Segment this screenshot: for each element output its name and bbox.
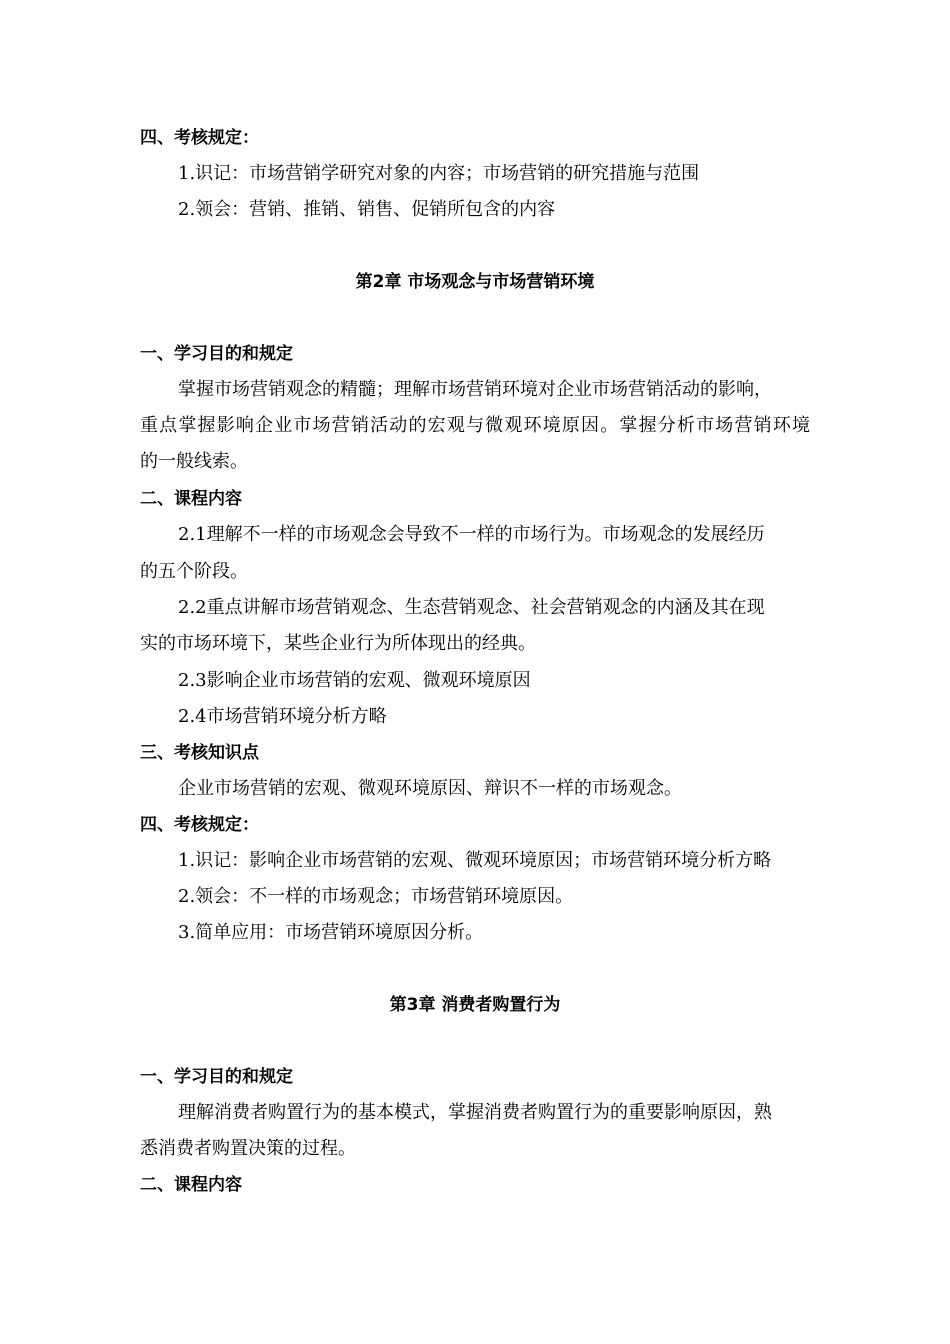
paragraph-line: 理解消费者购置行为的基本模式，掌握消费者购置行为的重要影响原因，熟 [178,1102,772,1123]
paragraph-line: 悉消费者购置决策的过程。 [140,1138,356,1159]
paragraph-line: 2.1理解不一样的市场观念会导致不一样的市场行为。市场观念的发展经历 [178,524,765,545]
section-heading-course-content: 二、课程内容 [140,1175,242,1195]
paragraph-line: 企业市场营销的宏观、微观环境原因、辩识不一样的市场观念。 [178,778,682,799]
section-heading-exam-requirements: 四、考核规定： [140,128,259,148]
requirement-item: 1.识记：影响企业市场营销的宏观、微观环境原因；市场营销环境分析方略 [178,850,772,871]
section-heading-objectives: 一、学习目的和规定 [140,1067,293,1087]
requirement-item: 1.识记：市场营销学研究对象的内容；市场营销的研究措施与范围 [178,163,700,184]
content-item: 2.3影响企业市场营销的宏观、微观环境原因 [178,670,531,691]
paragraph-line: 掌握市场营销观念的精髓；理解市场营销环境对企业市场营销活动的影响， [178,379,772,400]
paragraph-line: 的五个阶段。 [140,561,248,582]
section-heading-knowledge-points: 三、考核知识点 [140,743,259,763]
chapter-3-title: 第3章 消费者购置行为 [389,995,561,1015]
section-heading-course-content: 二、课程内容 [140,489,242,509]
section-heading-objectives: 一、学习目的和规定 [140,344,293,364]
section-heading-exam-requirements: 四、考核规定： [140,815,259,835]
paragraph-line: 重点掌握影响企业市场营销活动的宏观与微观环境原因。掌握分析市场营销环境 [140,415,810,436]
requirement-item: 2.领会：不一样的市场观念；市场营销环境原因。 [178,886,574,907]
requirement-item: 2.领会：营销、推销、销售、促销所包含的内容 [178,199,556,220]
requirement-item: 3.简单应用：市场营销环境原因分析。 [178,922,484,943]
content-item: 2.4市场营销环境分析方略 [178,706,387,727]
paragraph-line: 实的市场环境下，某些企业行为所体现出的经典。 [140,633,536,654]
paragraph-line: 2.2重点讲解市场营销观念、生态营销观念、社会营销观念的内涵及其在现 [178,597,765,618]
chapter-2-title: 第2章 市场观念与市场营销环境 [355,272,595,292]
paragraph-line: 的一般线索。 [140,451,248,472]
